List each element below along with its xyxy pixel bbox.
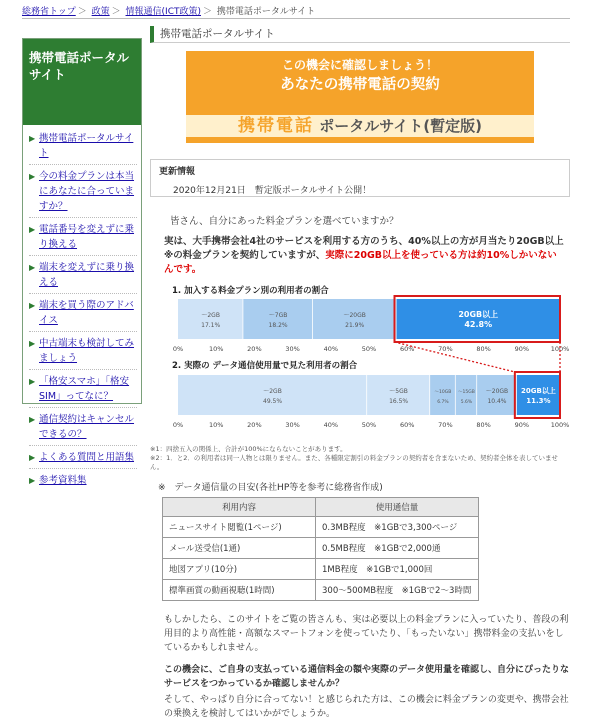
breadcrumb-link-top[interactable]: 総務省トップ — [22, 7, 76, 17]
breadcrumb-current: 携帯電話ポータルサイト — [216, 7, 316, 17]
chart-data-label: 10.4% — [487, 398, 507, 405]
table-cell: 地図アプリ(10分) — [163, 559, 316, 580]
data-usage-table — [162, 497, 479, 601]
table-title: ※ データ通信量の目安(各社HP等を参考に総務省作成) — [158, 483, 383, 493]
table-cell: 1MB程度 ※1GBで1,000回 — [316, 559, 479, 580]
chart-series-label: ～2GB — [263, 388, 282, 395]
breadcrumb-link-policy[interactable]: 政策 — [91, 7, 110, 17]
chevron-right-icon: ▶ — [29, 134, 36, 143]
body-emphasis: この機会に、ご自身の支払っている通信料金の額や実際のデータ使用量を確認し、自分にぴったりなサービスをつかっているか確認しませんか？ — [164, 665, 570, 689]
chart-tick-label: 50% — [361, 421, 377, 429]
chart-note: ※2：1．と2．の利用者は同一人物とは限りません。また、各種限定割引の料金プランの契約者を含まないため、契約者全体を表していません。 — [150, 454, 558, 471]
chart-tick-label: 100% — [550, 421, 570, 429]
chart-tick-label: 70% — [438, 421, 453, 429]
chart-bar-segment — [430, 375, 455, 415]
chart-bar-segment — [243, 299, 312, 339]
chart-data-label: 21.9% — [345, 322, 365, 329]
chevron-right-icon: ▶ — [29, 172, 36, 181]
chart-tick-label: 100% — [550, 345, 570, 353]
sidebar-item[interactable] — [29, 336, 137, 370]
chevron-right-icon: ▶ — [29, 377, 36, 386]
chart-tick-label: 60% — [399, 421, 415, 429]
chart-tick-label: 40% — [323, 421, 339, 429]
chart-bar-segment — [456, 375, 477, 415]
chart-bar-segment — [517, 375, 559, 415]
chevron-right-icon: ▶ — [29, 301, 36, 310]
chart-data-label: 42.8% — [464, 320, 493, 329]
news-item: 2020年12月21日 暫定版ポータルサイト公開！ — [173, 186, 372, 196]
chart-series-label: ～20GB — [343, 312, 366, 319]
table-cell: 0.3MB程度 ※1GBで3,300ページ — [316, 517, 479, 538]
chart-tick-label: 20% — [247, 421, 262, 429]
chart-bar-segment — [367, 375, 429, 415]
banner-line3 — [186, 115, 534, 137]
chart-series-label: 20GB以上 — [521, 387, 556, 395]
lead-text-part1: 実は、大手携帯会社4社のサービスを利用する方のうち、40%以上の方が月当たり20GB以上※の料金プランを契約していますが、 — [164, 236, 564, 261]
banner-line1: この機会に確認しましょう！ — [281, 58, 438, 72]
lead-text — [164, 235, 564, 277]
body-paragraph: もしかしたら、このサイトをご覧の皆さんも、実は必要以上の料金プランに入っていたり、普段の利用目的より高性能・高額なスマートフォンを使っていたり、「もったいない」携帯料金の支払いをしているかもしれません。 — [164, 615, 569, 653]
breadcrumb-separator: ＞ — [77, 7, 87, 17]
sidebar-item[interactable] — [29, 260, 137, 294]
sidebar-item-label[interactable]: 中古端末も検討してみましょう — [39, 338, 135, 364]
sidebar-item-label[interactable]: 今の料金プランは本当にあなたに合っていますか？ — [39, 171, 135, 212]
chart-tick-label: 70% — [438, 345, 453, 353]
chart-bar-segment — [313, 299, 396, 339]
sidebar-item-label[interactable]: よくある質問と用語集 — [39, 452, 135, 463]
sidebar — [22, 38, 142, 486]
table-row — [163, 538, 479, 559]
table-cell: 0.5MB程度 ※1GBで2,000通 — [316, 538, 479, 559]
usage-chart — [150, 283, 570, 443]
chevron-right-icon: ▶ — [29, 339, 36, 348]
chart-tick-label: 10% — [208, 345, 224, 353]
breadcrumb — [22, 4, 315, 17]
news-box — [150, 159, 570, 197]
sidebar-item[interactable] — [29, 412, 137, 446]
sidebar-item[interactable] — [29, 298, 137, 332]
table-cell: 標準画質の動画視聴(1時間) — [163, 580, 316, 601]
chart-tick-label: 0% — [172, 421, 184, 429]
breadcrumb-separator: ＞ — [111, 7, 121, 17]
chart-tick-label: 0% — [172, 345, 184, 353]
table-row — [163, 580, 479, 601]
chart-tick-label: 10% — [208, 421, 224, 429]
table-header-cell: 利用内容 — [163, 498, 316, 517]
chart-data-label: 6.7% — [437, 400, 449, 405]
chart-series-label: ～15GB — [458, 390, 475, 395]
table-row — [163, 517, 479, 538]
chart-data-label: 11.3% — [526, 397, 551, 405]
hero-banner — [186, 51, 534, 143]
sidebar-item[interactable] — [29, 131, 137, 165]
chevron-right-icon: ▶ — [29, 225, 36, 234]
usage-chart-svg — [150, 283, 570, 443]
news-heading: 更新情報 — [159, 167, 196, 177]
banner-subtitle: ポータルサイト(暫定版) — [319, 117, 482, 135]
chevron-right-icon: ▶ — [29, 453, 36, 462]
breadcrumb-separator: ＞ — [203, 7, 213, 17]
chart-series-label: ～2GB — [201, 312, 220, 319]
sidebar-item-label[interactable]: 参考資料集 — [39, 475, 87, 486]
chart-data-label: 5.6% — [460, 400, 473, 405]
chart-tick-label: 20% — [247, 345, 262, 353]
chart-title: 1. 加入する料金プラン別の利用者の割合 — [172, 286, 329, 296]
chart-tick-label: 90% — [514, 421, 530, 429]
sidebar-item-label[interactable]: 「格安スマホ」「格安SIM」ってなに？ — [39, 376, 130, 402]
sidebar-item-label[interactable]: 通信契約はキャンセルできるの？ — [39, 414, 135, 440]
chart-bar-segment — [397, 299, 560, 339]
chart-series-label: ～7GB — [268, 312, 288, 319]
chart-tick-label: 30% — [285, 345, 300, 353]
chart-data-label: 16.5% — [389, 398, 409, 405]
body-paragraph: そして、やっぱり自分に合ってない！と感じられた方は、この機会に料金プランの変更や、携帯会社の乗換えを検討してはいかがでしょうか。 — [164, 695, 569, 719]
chevron-right-icon: ▶ — [29, 476, 36, 485]
body-paragraph-bold — [164, 663, 569, 691]
chart-title: 2. 実際の データ通信使用量で見た利用者の割合 — [172, 361, 358, 371]
sidebar-item[interactable] — [29, 374, 137, 408]
chart-data-label: 17.1% — [201, 322, 221, 329]
chart-tick-label: 80% — [476, 421, 491, 429]
page-title: 携帯電話ポータルサイト — [150, 26, 570, 43]
breadcrumb-link-ict[interactable]: 情報通信(ICT政策) — [125, 7, 201, 17]
chart-tick-label: 30% — [285, 421, 300, 429]
sidebar-item[interactable] — [29, 222, 137, 256]
sidebar-item-label[interactable]: 電話番号を変えずに乗り換える — [39, 224, 135, 250]
chart-note: ※1：四捨五入の関係上、合計が100%にならないことがあります。 — [150, 445, 347, 453]
chart-tick-label: 80% — [476, 345, 491, 353]
chevron-right-icon: ▶ — [29, 415, 36, 424]
chart-series-label: ～5GB — [389, 388, 408, 395]
header-divider — [22, 18, 570, 19]
chart-notes — [150, 445, 570, 472]
sidebar-item[interactable] — [29, 450, 137, 469]
chart-tick-label: 90% — [514, 345, 530, 353]
chart-tick-label: 40% — [323, 345, 339, 353]
sidebar-item-label[interactable]: 携帯電話ポータルサイト — [39, 133, 134, 159]
chart-bar-segment — [477, 375, 516, 415]
chart-bar-segment — [178, 375, 366, 415]
sidebar-item-label[interactable]: 端末を買う際のアドバイス — [39, 300, 134, 326]
chart-bar-segment — [178, 299, 243, 339]
main-content — [150, 26, 570, 721]
banner-line2: あなたの携帯電話の契約 — [280, 77, 440, 93]
chart-tick-label: 60% — [399, 345, 415, 353]
lead-text-highlight: 実際に20GB以上を使っている方は約10%しかいないんです。 — [164, 250, 557, 275]
sidebar-item[interactable] — [29, 169, 137, 218]
chart-data-label: 49.5% — [263, 398, 283, 405]
table-cell: 300～500MB程度 ※1GBで2～3時間 — [316, 580, 479, 601]
chart-data-label: 18.2% — [268, 322, 288, 329]
table-header-cell: 使用通信量 — [316, 498, 479, 517]
sidebar-title: 携帯電話ポータルサイト — [23, 39, 141, 125]
table-header-row — [163, 498, 479, 517]
chevron-right-icon: ▶ — [29, 263, 36, 272]
sidebar-item-label[interactable]: 端末を変えずに乗り換える — [39, 262, 135, 288]
chart-series-label: ～20GB — [485, 388, 509, 395]
table-cell: メール送受信(1通) — [163, 538, 316, 559]
chart-series-label: 20GB以上 — [458, 310, 499, 319]
banner-logo-text: 携帯電話 — [238, 116, 315, 136]
table-row — [163, 559, 479, 580]
chart-tick-label: 50% — [361, 345, 377, 353]
chart-series-label: ～10GB — [434, 390, 452, 395]
table-cell: ニュースサイト閲覧(1ページ) — [163, 517, 316, 538]
sidebar-nav — [23, 125, 141, 491]
intro-text: 皆さん、自分にあった料金プランを選べていますか？ — [170, 216, 399, 227]
sidebar-item[interactable] — [29, 473, 137, 491]
chart-connector — [395, 342, 515, 372]
